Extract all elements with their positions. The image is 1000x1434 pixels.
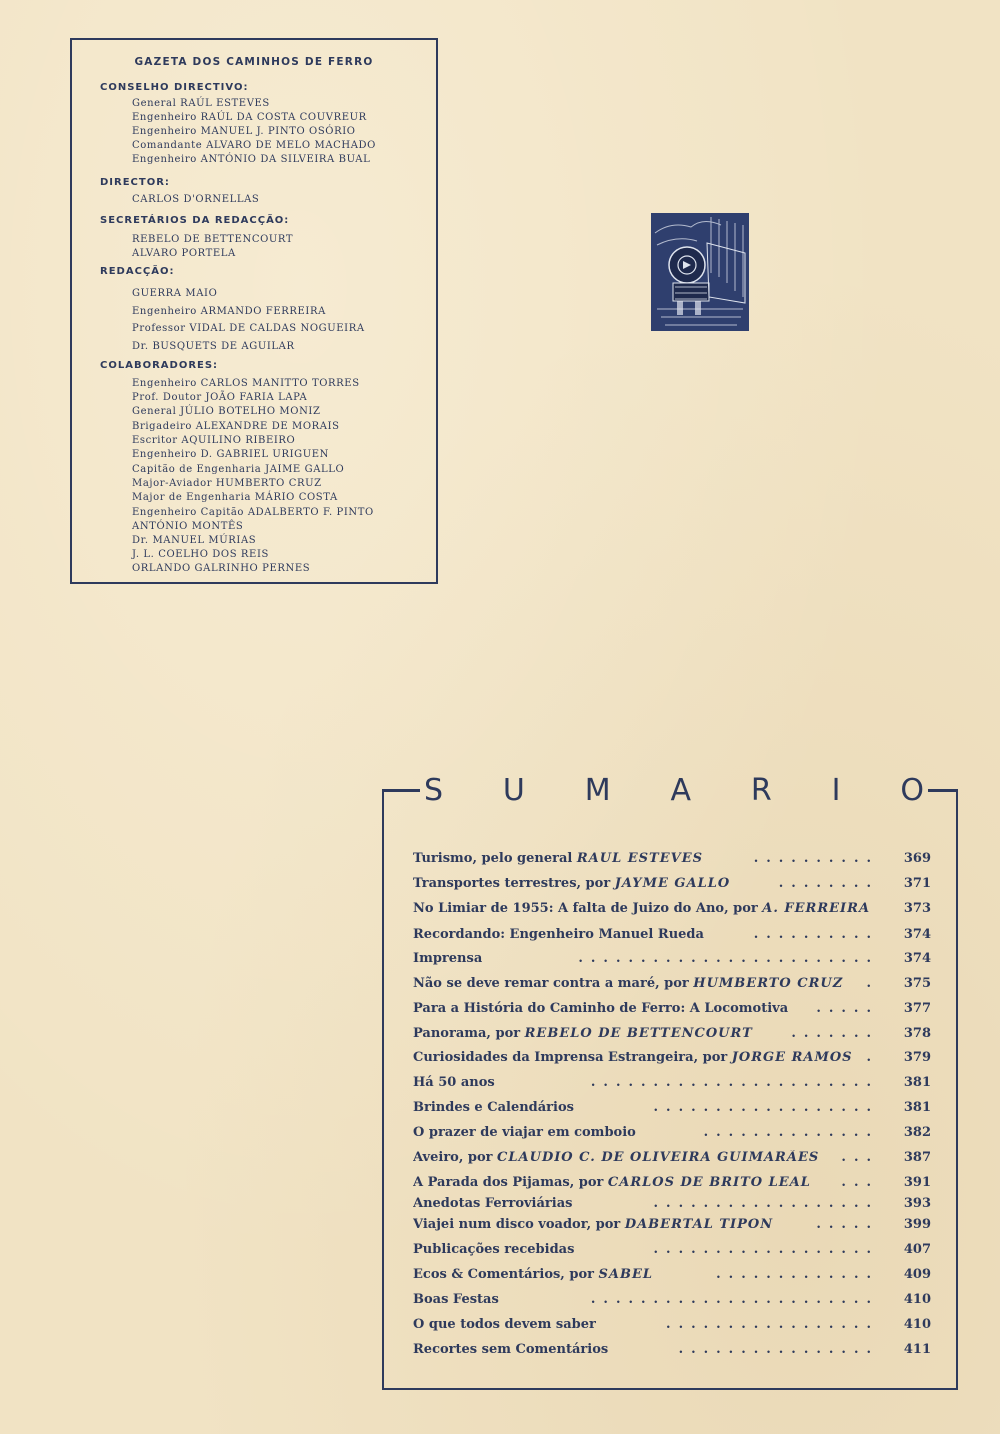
toc-entry-text: Curiosidades da Imprensa Estrangeira, por <box>413 1050 732 1065</box>
toc-entry-text: Não se deve remar contra a maré, por <box>413 976 694 991</box>
toc-entry-author: REBELO DE BETTENCOURT <box>524 1026 753 1041</box>
toc-entry-text: Para a História do Caminho de Ferro: A Locomotiva <box>413 1001 789 1016</box>
staff-member: Engenheiro Capitão ADALBERTO F. PINTO <box>132 507 374 518</box>
staff-member: Major de Engenharia MÁRIO COSTA <box>132 492 338 503</box>
toc-entry-title <box>413 876 730 891</box>
toc-entry-author: CLAUDIO C. DE OLIVEIRA GUIMARÃES <box>497 1150 820 1165</box>
toc-entry-author: A. FERREIRA <box>762 901 871 916</box>
toc-entry-page: 407 <box>903 1242 931 1257</box>
toc-entry-text: A Parada dos Pijamas, por <box>413 1175 608 1190</box>
toc-entry-page: 381 <box>903 1100 931 1115</box>
toc-entry-title <box>413 1292 499 1307</box>
toc-entry-page: 375 <box>903 976 931 991</box>
toc-entry-text: Boas Festas <box>413 1292 499 1307</box>
toc-entry-title <box>413 1075 495 1090</box>
dot-leader: . <box>866 1050 879 1065</box>
dot-leader: ....................... <box>590 1292 879 1307</box>
toc-entry-page: 391 <box>903 1175 931 1190</box>
toc-entry-title <box>413 976 843 991</box>
toc-entry <box>413 1050 931 1070</box>
title-letter: M <box>584 772 611 808</box>
dot-leader: .............. <box>703 1125 879 1140</box>
toc-entry-page: 378 <box>903 1026 931 1041</box>
toc-entry <box>413 1217 931 1237</box>
dot-leader: .......... <box>753 927 879 942</box>
staff-member: General RAÚL ESTEVES <box>132 98 270 109</box>
toc-entry-title <box>413 1050 853 1065</box>
toc-entry <box>413 1242 931 1262</box>
toc-entry-title <box>413 927 704 942</box>
toc-entry-author: RAUL ESTEVES <box>576 851 703 866</box>
toc-entry-title <box>413 1242 574 1257</box>
toc-entry-author: HUMBERTO CRUZ <box>693 976 844 991</box>
toc-entry <box>413 927 931 947</box>
toc-entry-text: No Limiar de 1955: A falta de Juizo do Ano, por <box>413 901 763 916</box>
toc-entry-text: Anedotas Ferroviárias <box>413 1196 573 1211</box>
toc-entry-text: Há 50 anos <box>413 1075 495 1090</box>
dot-leader: .................. <box>653 1242 879 1257</box>
staff-member: Brigadeiro ALEXANDRE DE MORAIS <box>132 421 340 432</box>
toc-entry-text: Transportes terrestres, por <box>413 876 615 891</box>
toc-entry <box>413 976 931 996</box>
toc-entry <box>413 1175 931 1195</box>
toc-entry-author: JAYME GALLO <box>614 876 731 891</box>
toc-entry-text: Recortes sem Comentários <box>413 1342 609 1357</box>
staff-member: Capitão de Engenharia JAIME GALLO <box>132 464 345 475</box>
toc-entry-text: Aveiro, por <box>413 1150 498 1165</box>
staff-member: Engenheiro D. GABRIEL URIGUEN <box>132 449 329 460</box>
toc-entry <box>413 1292 931 1312</box>
toc-entry-author: JORGE RAMOS <box>731 1050 853 1065</box>
toc-entry-page: 381 <box>903 1075 931 1090</box>
toc-entry <box>413 1001 931 1021</box>
toc-entry-title <box>413 1100 574 1115</box>
toc-entry-text: Brindes e Calendários <box>413 1100 574 1115</box>
dot-leader: ....... <box>791 1026 879 1041</box>
toc-entry-title <box>413 901 870 916</box>
title-letter: R <box>750 772 772 808</box>
toc-entry-text: O prazer de viajar em comboio <box>413 1125 636 1140</box>
staff-member: Engenheiro RAÚL DA COSTA COUVREUR <box>132 112 367 123</box>
toc-entry-title <box>413 1001 788 1016</box>
toc-entry-text: Ecos & Comentários, por <box>413 1267 599 1282</box>
toc-entry <box>413 1317 931 1337</box>
section-label-secretarios: SECRETÁRIOS DA REDACÇÃO: <box>100 215 290 226</box>
toc-entry-page: 369 <box>903 851 931 866</box>
toc-entry-title <box>413 1317 596 1332</box>
toc-entry-page: 371 <box>903 876 931 891</box>
staff-member: ORLANDO GALRINHO PERNES <box>132 563 311 574</box>
toc-entry-title <box>413 1150 819 1165</box>
toc-entry-page: 373 <box>903 901 931 916</box>
toc-entry-page: 379 <box>903 1050 931 1065</box>
dot-leader: ........................ <box>578 951 879 966</box>
dot-leader: .................. <box>653 1196 879 1211</box>
toc-entry-title <box>413 1175 811 1190</box>
staff-member: Escritor AQUILINO RIBEIRO <box>132 435 296 446</box>
toc-entry <box>413 1267 931 1287</box>
section-label-conselho: CONSELHO DIRECTIVO: <box>100 82 249 93</box>
title-letter: U <box>502 772 525 808</box>
staff-member: J. L. COELHO DOS REIS <box>132 549 269 560</box>
dot-leader: ................. <box>666 1317 879 1332</box>
dot-leader: .......... <box>753 851 879 866</box>
toc-entry-title <box>413 1026 753 1041</box>
toc-entry-page: 410 <box>903 1317 931 1332</box>
staff-member: General JÚLIO BOTELHO MONIZ <box>132 406 321 417</box>
toc-entry-author: CARLOS DE BRITO LEAL <box>607 1175 811 1190</box>
toc-entry <box>413 1342 931 1362</box>
toc-entry-title <box>413 1267 653 1282</box>
staff-member: Dr. MANUEL MÚRIAS <box>132 535 257 546</box>
section-label-colaboradores: COLABORADORES: <box>100 360 219 371</box>
toc-entry-page: 411 <box>903 1342 931 1357</box>
toc-entry-title <box>413 1196 572 1211</box>
staff-member: Engenheiro ANTÓNIO DA SILVEIRA BUAL <box>132 154 371 165</box>
staff-member: GUERRA MAIO <box>132 288 218 299</box>
title-letter: O <box>900 772 924 808</box>
toc-entry <box>413 1075 931 1095</box>
toc-entry <box>413 1026 931 1046</box>
toc-entry-text: Viajei num disco voador, por <box>413 1217 625 1232</box>
toc-entry-title <box>413 1342 608 1357</box>
toc-entry-page: 374 <box>903 951 931 966</box>
toc-entry-page: 374 <box>903 927 931 942</box>
staff-member: Major-Aviador HUMBERTO CRUZ <box>132 478 322 489</box>
staff-box <box>70 38 438 584</box>
staff-member: Comandante ALVARO DE MELO MACHADO <box>132 140 376 151</box>
toc-entry-text: Publicações recebidas <box>413 1242 575 1257</box>
staff-member: Prof. Doutor JOÃO FARIA LAPA <box>132 392 308 403</box>
toc-entry-title <box>413 1125 636 1140</box>
staff-member: REBELO DE BETTENCOURT <box>132 234 294 245</box>
toc-entry <box>413 1125 931 1145</box>
section-label-director: DIRECTOR: <box>100 177 170 188</box>
staff-member: Engenheiro ARMANDO FERREIRA <box>132 306 326 317</box>
toc-entry-title <box>413 951 482 966</box>
toc-entry-page: 382 <box>903 1125 931 1140</box>
dot-leader: ... <box>841 1175 879 1190</box>
toc-entry-text: O que todos devem saber <box>413 1317 596 1332</box>
toc-entry-page: 410 <box>903 1292 931 1307</box>
toc-entry-text: Recordando: Engenheiro Manuel Rueda <box>413 927 704 942</box>
toc-entry-page: 393 <box>903 1196 931 1211</box>
dot-leader: ................ <box>678 1342 879 1357</box>
toc-entry <box>413 1196 931 1216</box>
toc-entry-title <box>413 1217 773 1232</box>
dot-leader: ... <box>841 1150 879 1165</box>
title-letter: I <box>831 772 841 808</box>
staff-member: ALVARO PORTELA <box>132 248 236 259</box>
dot-leader: ............. <box>716 1267 879 1282</box>
toc-entry-text: Imprensa <box>413 951 483 966</box>
dot-leader: ........ <box>778 876 879 891</box>
toc-entry <box>413 876 931 896</box>
dot-leader: ..... <box>816 1217 879 1232</box>
toc-entry <box>413 1100 931 1120</box>
toc-entry <box>413 851 931 871</box>
toc-entry <box>413 901 931 921</box>
staff-member: Engenheiro MANUEL J. PINTO OSÓRIO <box>132 126 356 137</box>
toc-entry <box>413 951 931 971</box>
staff-member: Dr. BUSQUETS DE AGUILAR <box>132 341 295 352</box>
staff-member: Professor VIDAL DE CALDAS NOGUEIRA <box>132 323 365 334</box>
toc-entry-author: SABEL <box>598 1267 654 1282</box>
title-letter: A <box>670 772 692 808</box>
toc-entry-author: DABERTAL TIPON <box>624 1217 774 1232</box>
toc-entry-page: 387 <box>903 1150 931 1165</box>
dot-leader: . <box>866 976 879 991</box>
toc-entry <box>413 1150 931 1170</box>
toc-entry-text: Turismo, pelo general <box>413 851 577 866</box>
staff-member: ANTÓNIO MONTÊS <box>132 521 244 532</box>
section-label-redaccao: REDACÇÃO: <box>100 266 175 277</box>
toc-entry-page: 377 <box>903 1001 931 1016</box>
staff-member: CARLOS D'ORNELLAS <box>132 194 260 205</box>
steam-locomotive-icon <box>651 213 749 331</box>
dot-leader: .................. <box>653 1100 879 1115</box>
toc-entry-page: 399 <box>903 1217 931 1232</box>
toc-entry-title <box>413 851 703 866</box>
dot-leader: ....................... <box>590 1075 879 1090</box>
title-letter: S <box>424 772 444 808</box>
staff-member: Engenheiro CARLOS MANITTO TORRES <box>132 378 360 389</box>
staff-title: GAZETA DOS CAMINHOS DE FERRO <box>134 56 374 68</box>
toc-entry-page: 409 <box>903 1267 931 1282</box>
toc-entry-text: Panorama, por <box>413 1026 525 1041</box>
dot-leader: ..... <box>816 1001 879 1016</box>
